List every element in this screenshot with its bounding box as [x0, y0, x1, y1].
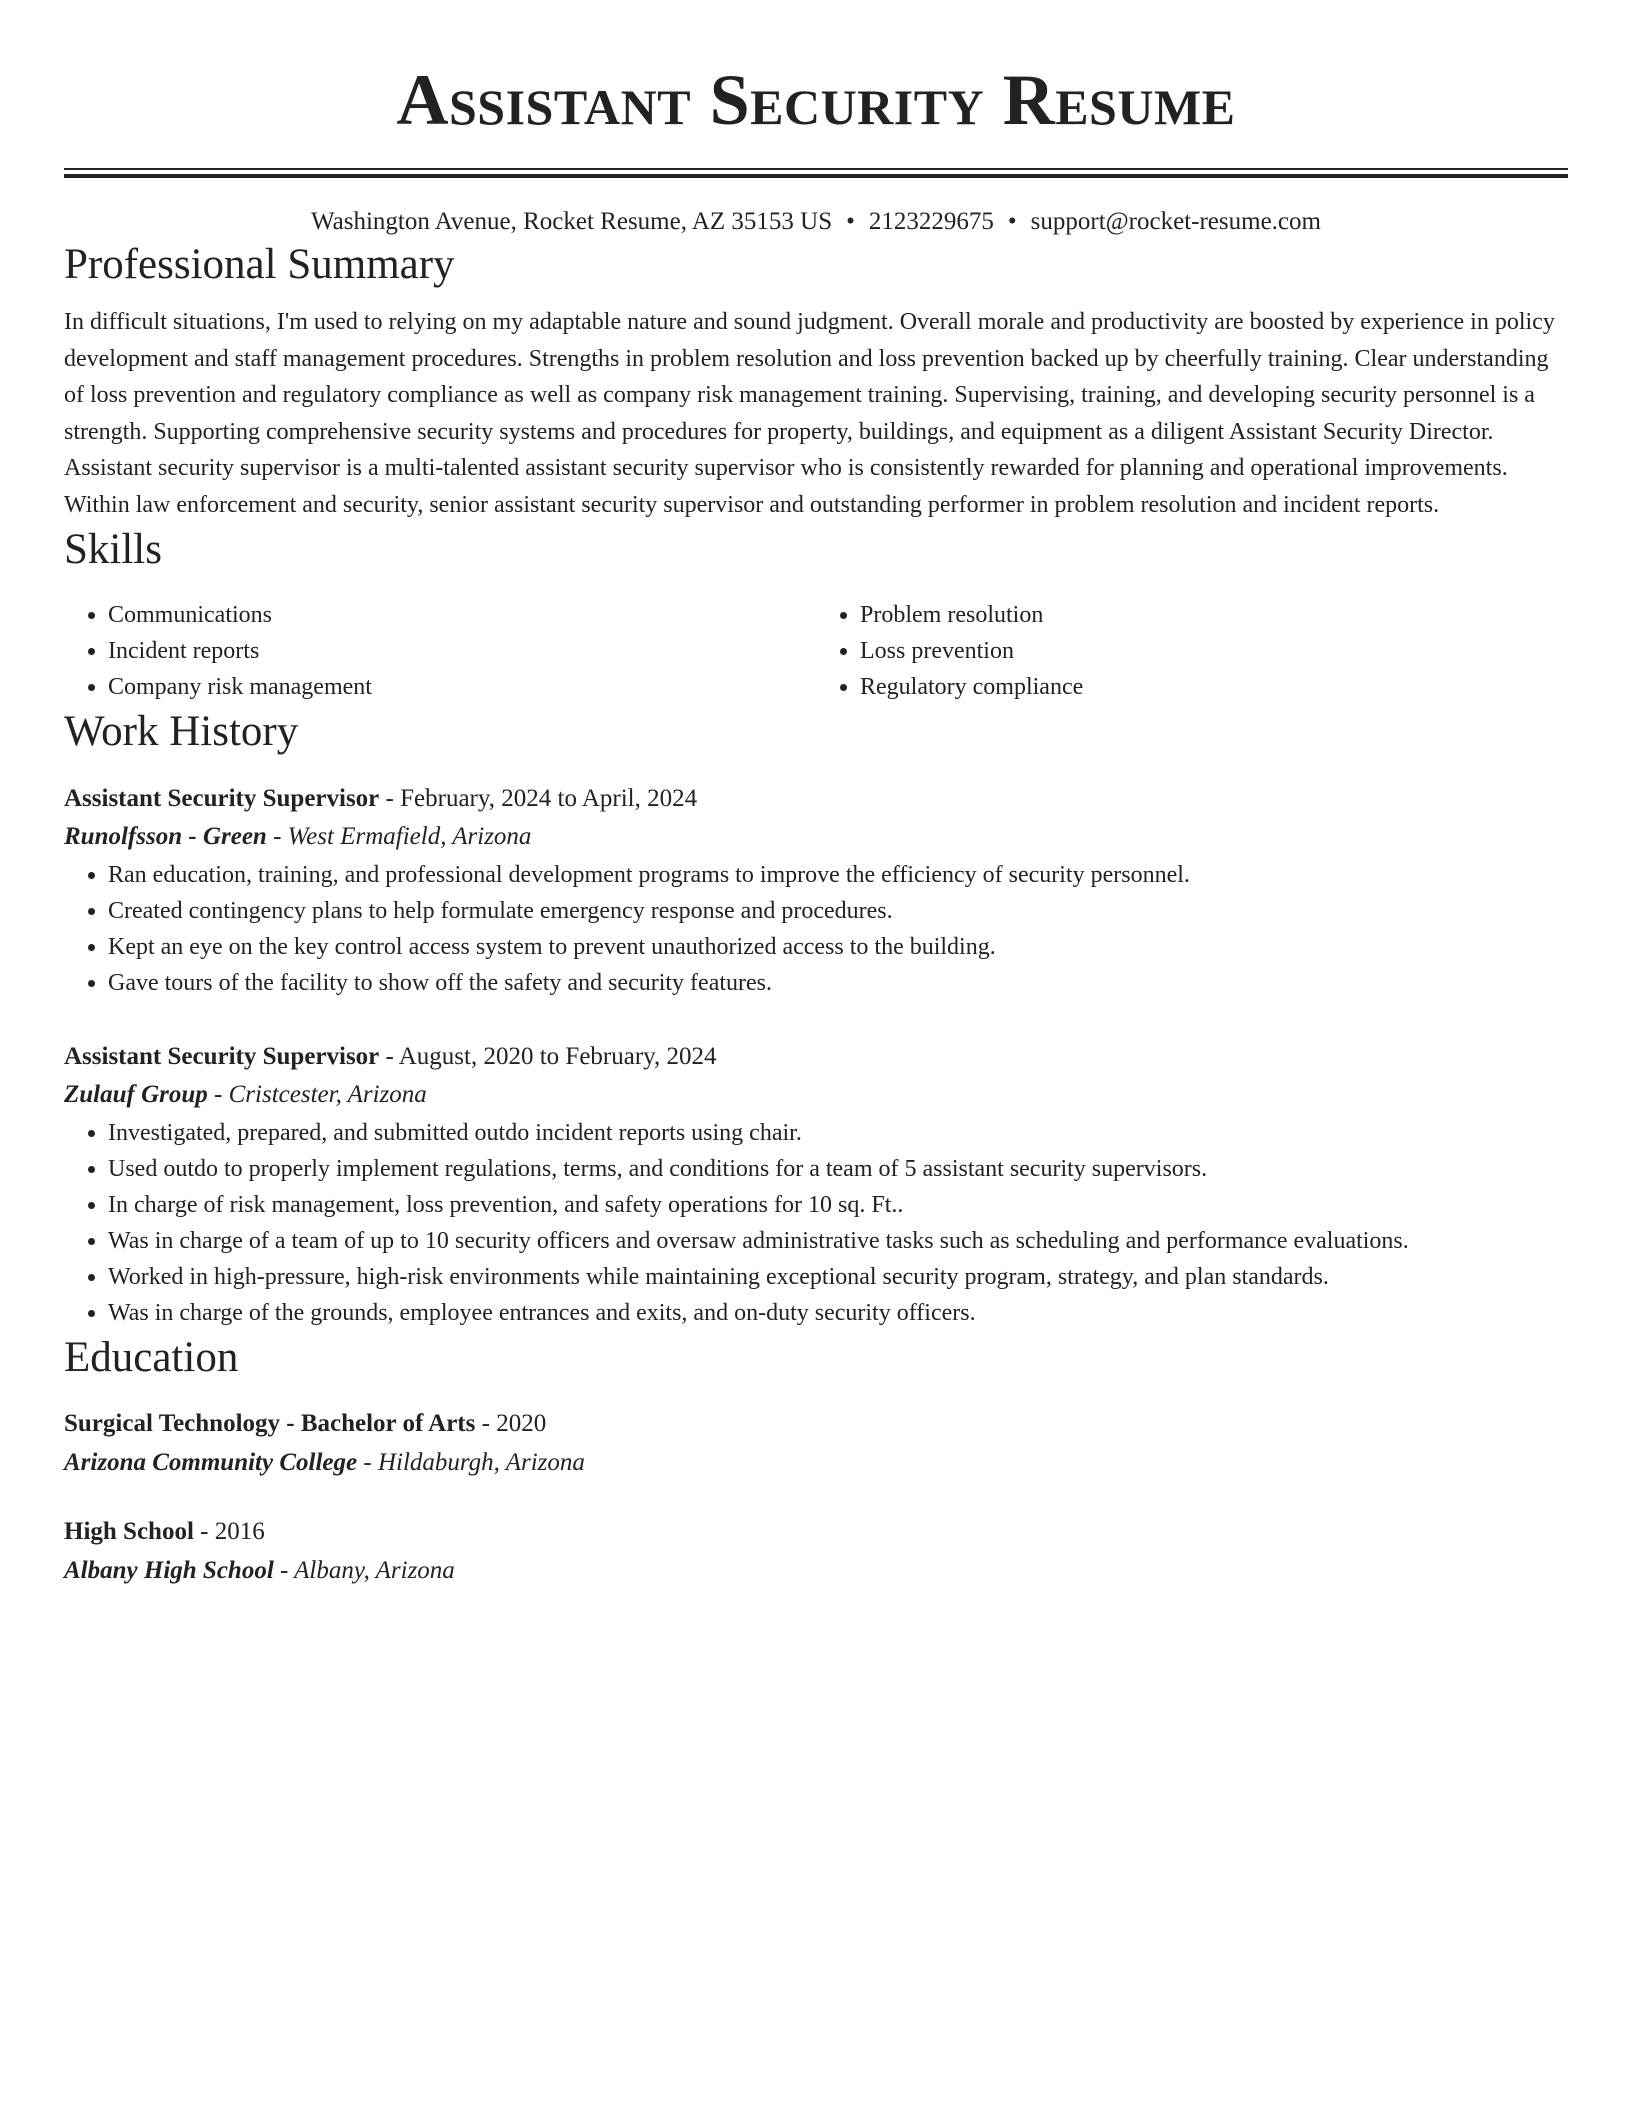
- education-header: Surgical Technology - Bachelor of Arts - 2020: [64, 1410, 547, 1437]
- education-school: Arizona Community College: [64, 1449, 358, 1476]
- job-role: Assistant Security Supervisor: [64, 1043, 380, 1070]
- job-duties: [64, 857, 1568, 1001]
- education-entry: [64, 1405, 1568, 1483]
- contact-address: Washington Avenue, Rocket Resume, AZ 35153 US: [311, 208, 833, 235]
- education-header: High School - 2016: [64, 1518, 265, 1545]
- job-dates: February, 2024 to April, 2024: [400, 785, 698, 812]
- skill-item: • Communications: [108, 597, 816, 633]
- education-heading: Education: [64, 1334, 239, 1381]
- job-duty: • Ran education, training, and professional development programs to improve the efficiency of security personnel.: [108, 857, 1568, 893]
- job-dates: August, 2020 to February, 2024: [398, 1043, 717, 1070]
- contact-phone: 2123229675: [868, 208, 994, 235]
- job-duty: • Gave tours of the facility to show off the safety and security features.: [108, 965, 1568, 1001]
- skills-heading: Skills: [64, 526, 162, 573]
- contact-separator: •: [846, 208, 855, 235]
- education-degree: Surgical Technology - Bachelor of Arts: [64, 1410, 476, 1437]
- job-location: West Ermafield, Arizona: [287, 823, 532, 850]
- job-company: Zulauf Group: [64, 1081, 208, 1108]
- education-entry: [64, 1513, 1568, 1591]
- education-school-line: Arizona Community College - Hildaburgh, Arizona: [64, 1449, 585, 1476]
- education-school-line: Albany High School - Albany, Arizona: [64, 1557, 455, 1584]
- skills-column-right: [816, 597, 1568, 705]
- summary-text: In difficult situations, I'm used to relying on my adaptable nature and sound judgment. Overall morale and productivity are boosted by experience in policy development and staff management procedures. Strengths in problem resolution and loss prevention backed up by cheerfully training. Clear understanding of loss prevention and regulatory compliance as well as company risk management training. Supervising, training, and developing security personnel is a strength. Supporting comprehensive security systems and procedures for property, buildings, and equipment as a diligent Assistant Security Director. Assistant security supervisor is a multi-talented assistant security supervisor who is consistently rewarded for planning and operational improvements. Within law enforcement and security, senior assistant security supervisor and outstanding performer in problem resolution and incident reports.: [64, 309, 1555, 518]
- summary-heading: Professional Summary: [64, 241, 455, 288]
- job-duty: • Created contingency plans to help formulate emergency response and procedures.: [108, 893, 1568, 929]
- job-duties: [64, 1115, 1568, 1331]
- job-entry: [64, 1039, 1568, 1331]
- education-degree: High School: [64, 1518, 194, 1545]
- skills-column-left: [64, 597, 816, 705]
- job-duty: • Worked in high-pressure, high-risk environments while maintaining exceptional security program, strategy, and plan standards.: [108, 1259, 1568, 1295]
- job-location: Cristcester, Arizona: [228, 1081, 427, 1108]
- job-duty: • Used outdo to properly implement regulations, terms, and conditions for a team of 5 assistant security supervisors.: [108, 1151, 1568, 1187]
- contact-line: [64, 206, 1568, 238]
- job-duty: • Was in charge of the grounds, employee entrances and exits, and on-duty security officers.: [108, 1295, 1568, 1331]
- contact-email: support@rocket-resume.com: [1030, 208, 1321, 235]
- skill-item: • Problem resolution: [860, 597, 1568, 633]
- education-school: Albany High School: [64, 1557, 274, 1584]
- job-duty: • Was in charge of a team of up to 10 security officers and oversaw administrative tasks such as scheduling and performance evaluations.: [108, 1223, 1568, 1259]
- job-role: Assistant Security Supervisor: [64, 785, 380, 812]
- education-location: Albany, Arizona: [294, 1557, 455, 1584]
- skill-item: • Company risk management: [108, 669, 816, 705]
- resume-title: Assistant Security Resume: [396, 60, 1236, 140]
- job-employer-line: Zulauf Group - Cristcester, Arizona: [64, 1081, 427, 1108]
- skill-item: • Loss prevention: [860, 633, 1568, 669]
- skill-item: • Regulatory compliance: [860, 669, 1568, 705]
- title-divider: [64, 168, 1568, 178]
- job-employer-line: Runolfsson - Green - West Ermafield, Arizona: [64, 823, 532, 850]
- job-company: Runolfsson - Green: [64, 823, 267, 850]
- skills-list: [64, 597, 1568, 705]
- education-year: 2020: [496, 1410, 547, 1437]
- job-duty: • Investigated, prepared, and submitted outdo incident reports using chair.: [108, 1115, 1568, 1151]
- job-duty: • Kept an eye on the key control access system to prevent unauthorized access to the building.: [108, 929, 1568, 965]
- job-header: Assistant Security Supervisor - August, 2020 to February, 2024: [64, 1043, 717, 1070]
- job-duty: • In charge of risk management, loss prevention, and safety operations for 10 sq. Ft..: [108, 1187, 1568, 1223]
- education-year: 2016: [214, 1518, 265, 1545]
- work-history-heading: Work History: [64, 708, 299, 755]
- contact-separator: •: [1007, 208, 1017, 235]
- job-entry: [64, 781, 1568, 1001]
- skill-item: • Incident reports: [108, 633, 816, 669]
- education-location: Hildaburgh, Arizona: [377, 1449, 585, 1476]
- job-header: Assistant Security Supervisor - February, 2024 to April, 2024: [64, 785, 698, 812]
